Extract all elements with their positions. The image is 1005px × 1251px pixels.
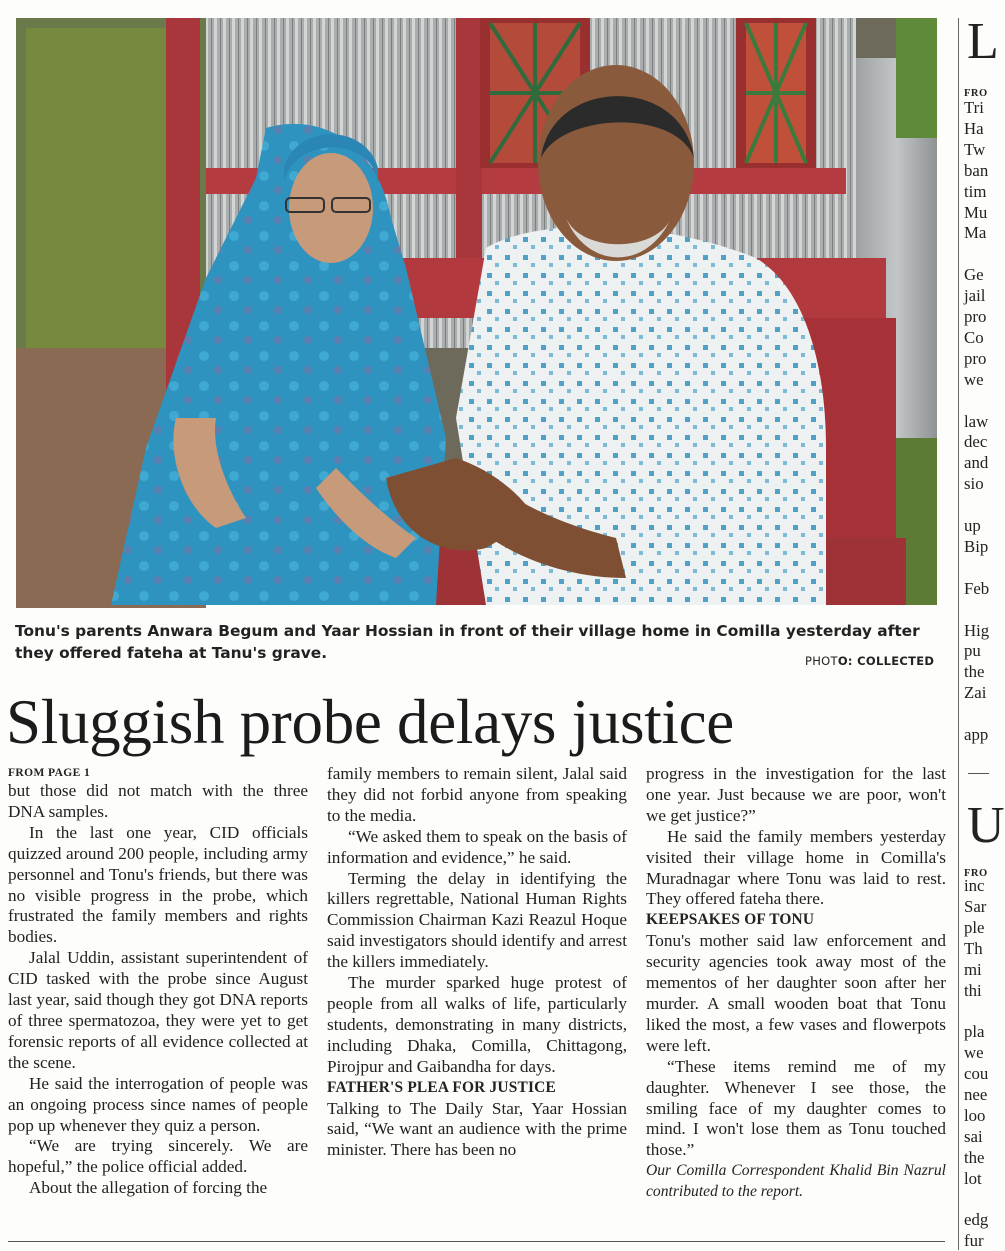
strip-line: Zai [964, 683, 987, 703]
photo-credit-label: PHOT [805, 654, 838, 668]
photo-credit [805, 654, 934, 668]
strip-line: pro [964, 348, 987, 368]
paragraph: Tonu's mother said law enforcement and security agencies took away most of the mementos of her daughter soon after her murder. A small wooden boat that Tonu liked the most, a few vases and flowerpots were left. [646, 931, 946, 1055]
strip-line: cou [964, 1064, 989, 1084]
paragraph: He said the interrogation of people was an ongoing process since names of people pop up whenever they quiz a person. [8, 1073, 308, 1135]
strip-line: and [964, 453, 989, 473]
drop-letter: L [967, 13, 999, 70]
paragraph: He said the family members yesterday visited their village home in Comilla's Muradnagar where Tonu was laid to rest. They offered fateha there. [646, 826, 946, 909]
strip-line: thi [964, 980, 982, 1000]
strip-line: Co [964, 327, 984, 347]
strip-line: Tw [964, 139, 986, 159]
paragraph: Talking to The Daily Star, Yaar Hossian said, “We want an audience with the prime minister. There has been no [327, 1098, 627, 1160]
paragraph: Terming the delay in identifying the killers regrettable, National Human Rights Commission Chairman Kazi Reazul Hoque said investigators should identify and arrest the killers immediately. [327, 868, 627, 972]
strip-kicker: FRO [964, 868, 988, 879]
strip-kicker: FRO [964, 88, 988, 99]
strip-line: mi [964, 959, 982, 979]
strip-line: we [964, 369, 984, 389]
paragraph: “These items remind me of my daughter. Whenever I see those, the smiling face of my daughter comes to mind. I won't lose them as Tonu touched those.” [646, 1056, 946, 1160]
column-divider [958, 18, 959, 1250]
bottom-divider [8, 1241, 945, 1242]
photo-caption: Tonu's parents Anwara Begum and Yaar Hossian in front of their village home in Comilla yesterday after they offered fateha at Tanu's grave. [15, 622, 920, 662]
strip-line: Th [964, 938, 983, 958]
strip-line: pu [964, 641, 981, 661]
strip-line: pla [964, 1022, 985, 1042]
drop-letter: U [967, 797, 1005, 854]
paragraph: family members to remain silent, Jalal said they did not forbid anyone from speaking to the media. [327, 764, 627, 825]
strip-line: the [964, 1147, 985, 1167]
strip-line: app [964, 725, 989, 744]
paragraph: progress in the investigation for the last one year. Just because we are poor, won't we get justice?” [646, 764, 946, 825]
strip-line: Ge [964, 265, 984, 285]
contributor-credit: Our Comilla Correspondent Khalid Bin Nazrul contributed to the report. [646, 1162, 946, 1201]
article-column-3 [646, 764, 946, 1203]
strip-line: Hig [964, 620, 990, 640]
strip-line: Mu [964, 202, 988, 222]
strip-line: law [964, 411, 989, 431]
strip-line: the [964, 662, 985, 682]
strip-line: ban [964, 160, 989, 180]
strip-line: sai [964, 1126, 983, 1146]
strip-line: sio [964, 474, 984, 494]
strip-line: Tri [964, 98, 984, 117]
strip-line: Ma [964, 223, 987, 243]
strip-line: loo [964, 1105, 986, 1125]
strip-line: fur [964, 1231, 984, 1251]
headline: Sluggish probe delays justice [6, 687, 734, 757]
news-photo [16, 18, 937, 605]
paragraph: The murder sparked huge protest of people from all walks of life, particularly students, demonstrating in many districts, including Dhaka, Comilla, Chittagong, Pirojpur and Gaibandha for days. [327, 973, 627, 1076]
paragraph: “We are trying sincerely. We are hopeful,” the police official added. [8, 1136, 308, 1177]
photo-credit-source: O: COLLECTED [837, 654, 935, 668]
strip-line: jail [964, 286, 986, 306]
article-column-2 [327, 764, 627, 1161]
strip-line: Bip [964, 536, 989, 556]
paragraph: About the allegation of forcing the [29, 1178, 268, 1198]
strip-line: Feb [964, 578, 990, 598]
article-column-1 [8, 764, 308, 1199]
from-page-kicker: FROM PAGE 1 [8, 767, 91, 779]
strip-line: Ha [964, 118, 984, 138]
paragraph: but those did not match with the three DNA samples. [8, 781, 308, 821]
subhead-fathers-plea: FATHER'S PLEA FOR JUSTICE [327, 1078, 556, 1096]
strip-line: nee [964, 1085, 988, 1104]
strip-line: Sar [964, 896, 987, 916]
paragraph: Jalal Uddin, assistant superintendent of CID tasked with the probe since August last year, said though they got DNA reports of three spermatozoa, they were yet to get forensic reports of all evidence collected at the scene. [8, 948, 308, 1072]
strip-line: edg [964, 1210, 989, 1230]
strip-line: lot [964, 1168, 982, 1188]
subhead-keepsakes: KEEPSAKES OF TONU [646, 911, 815, 929]
strip-line: we [964, 1043, 984, 1063]
strip-line: tim [964, 181, 987, 201]
tonu-parents-photo [16, 18, 937, 605]
strip-line: pro [964, 307, 987, 326]
strip-line: up [964, 516, 981, 535]
paragraph: “We asked them to speak on the basis of information and evidence,” he said. [327, 826, 627, 867]
strip-line: dec [964, 432, 988, 452]
adjacent-article-strip [964, 0, 1005, 1251]
strip-line: ple [964, 917, 985, 937]
strip-line: inc [964, 876, 985, 895]
paragraph: In the last one year, CID officials quizzed around 200 people, including army personnel and Tonu's friends, but there was no visible progress in the probe, which frustrated the family members and rights bodies. [8, 822, 308, 947]
